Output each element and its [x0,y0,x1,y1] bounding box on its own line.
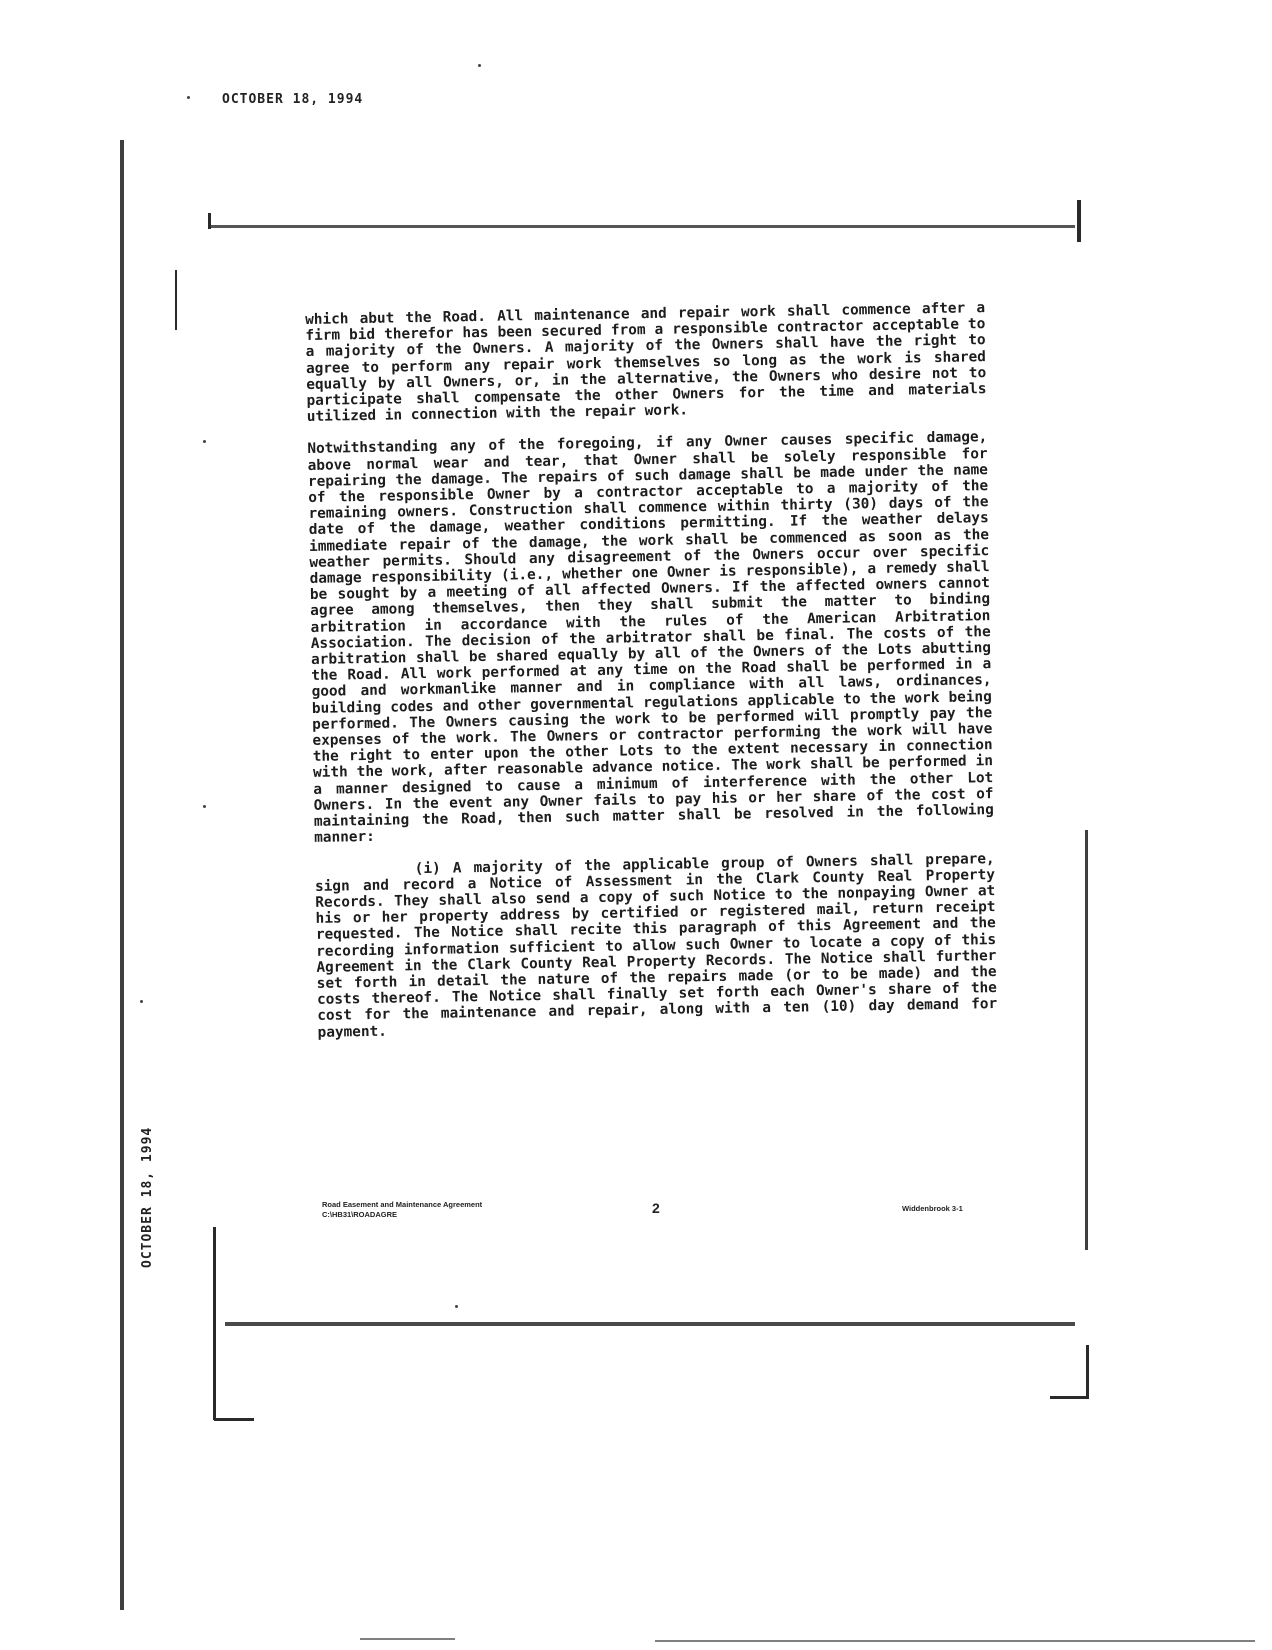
agreement-body [305,300,998,1056]
paragraph-notice-of-assessment: (i) A majority of the applicable group of Owners shall prepare, sign and record a Notice of Assessment in the Clark County Real Property Records. They shall also send a copy of such Notice to the nonpaying Owner at his or her property address by certified or registered mail, return receipt requested. The Notice shall recite this paragraph of this Agreement and the recording information sufficient to allow such Owner to locate a copy of this Agreement in the Clark County Real Property Records. The Notice shall further set forth in detail the nature of the repairs made (or to be made) and the costs thereof. The Notice shall finally set forth each Owner's share of the cost for the maintenance and repair, along with a ten (10) day demand for payment. [314,850,998,1041]
copy-frame-top-right-corner [1077,200,1081,242]
copy-frame-lower-right-corner [1050,1396,1089,1399]
footer-document-title [322,1200,482,1220]
footer-title-line: Road Easement and Maintenance Agreement [322,1200,483,1209]
footer-file-path: C:\HB31\ROADAGRE [322,1210,398,1219]
scan-speck [455,1305,458,1308]
scan-speck [140,1000,143,1003]
scan-speck [203,805,206,808]
header-date: OCTOBER 18, 1994 [222,92,364,107]
scan-speck [187,96,190,99]
paragraph-specific-damage: Notwithstanding any of the foregoing, if any Owner causes specific damage, above normal wear and tear, that Owner shall be solely responsible for repairing the damage. The repairs of such damage shall be made under the name of the responsible Owner by a contractor acceptable to a majority of the remaining owners. Construction shall commence within thirty (30) days of the date of the damage, weather conditions permitting. If the weather delays immediate repair of the damage, the work shall be commenced as soon as the weather permits. Should any disagreement of the Owners occur over specific damage responsibility (i.e., whether one Owner is responsible), a remedy shall be sought by a meeting of all affected Owners. If the affected owners cannot agree among themselves, then they shall submit the matter to binding arbitration in accordance with the rules of the American Arbitration Association. The decision of the arbitrator shall be final. The costs of the arbitration shall be shared equally by all of the Owners of the Lots abutting the Road. All work performed at any time on the Road shall be performed in a good and workmanlike manner and in compliance with all laws, ordinances, building codes and other governmental regulations applicable to the work being performed. The Owners causing the work to be performed will promptly pay the expenses of the work. The Owners or contractor performing the work will have the right to enter upon the other Lots to the extent necessary in connection with the work, after reasonable advance notice. The work shall be performed in a manner designed to cause a minimum of interference with the other Lot Owners. In the event any Owner fails to pay his or her share of the cost of maintaining the Road, then such matter shall be resolved in the following manner: [307,429,994,847]
copy-frame-bottom-line [225,1322,1075,1326]
copy-frame-lower-left-line [213,1227,216,1420]
scan-speck [203,440,206,443]
page-number: 2 [652,1200,660,1216]
left-margin-scan-mark [175,270,177,330]
copy-frame-lower-left-corner [214,1418,254,1421]
page-bottom-scan-line [655,1640,1255,1642]
right-margin-scan-line [1085,830,1088,1250]
scan-speck [478,64,481,67]
left-margin-scan-line [120,140,124,1610]
copy-frame-top-left-corner [208,213,211,229]
copy-frame-top-line [210,225,1075,228]
copy-frame-lower-right-line [1086,1345,1089,1397]
vertical-date-stamp: OCTOBER 18, 1994 [140,1126,155,1268]
paragraph-maintenance: which abut the Road. All maintenance and repair work shall commence after a firm bid therefor has been secured from a responsible contractor acceptable to a majority of the Owners. A majority of the Owners shall have the right to agree to perform any repair work themselves so long as the work is shared equally by all Owners, or, in the alternative, the Owners who desire not to participate shall compensate the other Owners for the time and materials utilized in connection with the repair work. [305,300,987,426]
page-bottom-scan-mark [360,1638,455,1640]
footer-document-ref: Widdenbrook 3-1 [902,1204,963,1213]
